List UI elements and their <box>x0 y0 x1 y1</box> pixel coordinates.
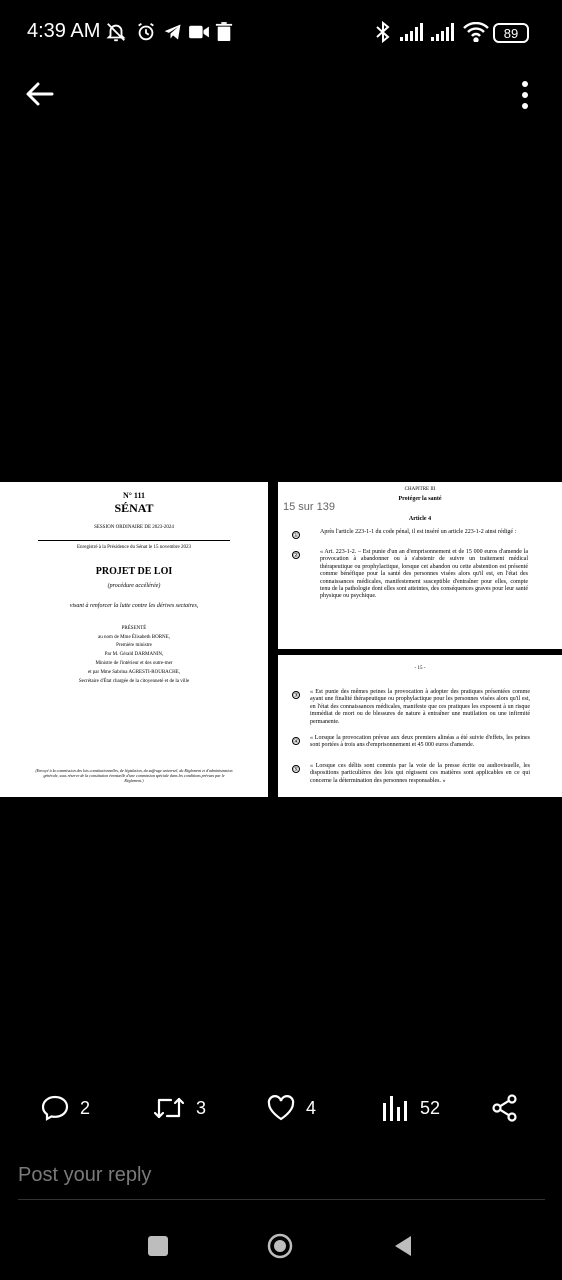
share-button[interactable] <box>490 1092 530 1124</box>
paragraph-text: « Lorsque ces délits sont commis par la voie de la presse écrite ou audiovisuelle, les dispositions particulières des lois qui régissent ces matières sont applicables en ce qui concerne la détermination des personnes responsables. » <box>310 763 530 784</box>
wifi-icon <box>462 20 490 44</box>
triangle-back-icon <box>392 1234 414 1258</box>
session-text: SESSION ORDINAIRE DE 2023-2024 <box>94 525 174 530</box>
home-circle-icon <box>267 1233 293 1259</box>
reply-button[interactable] <box>40 1092 90 1124</box>
paragraph-text: « Est punie des mêmes peines la provocation à adopter des pratiques présentées comme ayant une finalité thérapeutique ou prophylactique pour les personnes visées alors qu'il est, en l'état des connaissances médicales, manifeste que ces pratiques les exposent à un risque immédiat de mort ou de blessures de nature à entraîner une mutilation ou une infirmité permanente. <box>310 689 530 725</box>
battery-icon: 89 <box>493 23 529 43</box>
chapter-title: Protéger la santé <box>398 496 442 502</box>
views-button[interactable] <box>380 1092 440 1124</box>
paragraph-text: « Art. 223-1-2. – Est punie d'un an d'emprisonnement et de 15 000 euros d'amende la provocation à abandonner ou à s'abstenir de suivre un traitement médical thérapeutique ou prophylactique, lorsque cet abandon ou cette abstention est présenté comme bénéfique pour la santé des personnes visées alors qu'il est, en l'état des connaissances médicales, manifestement susceptible d'entraîner pour elles, compte tenu de la pathologie dont elles sont atteintes, des conséquences graves pour leur santé physique ou psychique. <box>320 549 528 600</box>
signal-icon-2 <box>430 20 458 44</box>
views-count: 52 <box>420 1097 441 1118</box>
senate-title: SÉNAT <box>114 501 154 515</box>
presenter-line: Ministre de l'intérieur et des outre-mer <box>95 661 173 666</box>
bluetooth-icon <box>372 20 394 44</box>
article-title: Article 4 <box>408 516 432 522</box>
presenter-line: Première ministre <box>116 643 152 648</box>
reply-underline <box>18 1199 545 1200</box>
purpose-text: visant à renforcer la lutte contre les dérives sectaires, <box>69 603 199 609</box>
more-options-button[interactable] <box>510 78 540 114</box>
reply-input[interactable]: Post your reply <box>18 1164 152 1186</box>
like-count: 4 <box>306 1097 317 1118</box>
paragraph-text: « Lorsque la provocation prévue aux deux premiers alinéas a été suivie d'effets, les peines sont portées à trois ans d'emprisonnement et 45 000 euros d'amende. <box>310 735 530 749</box>
alarm-icon <box>134 20 158 44</box>
recents-button[interactable] <box>148 1236 168 1256</box>
registered-text: Enregistré à la Présidence du Sénat le 15 novembre 2023 <box>77 545 191 550</box>
paragraph-number: ⑤ <box>293 767 299 773</box>
document-cover-page <box>0 482 268 797</box>
presenter-line: et par Mme Sabrina AGRESTI-ROUBACHE, <box>87 670 181 675</box>
repost-button[interactable] <box>152 1092 206 1124</box>
divider-line <box>38 540 230 541</box>
reply-count: 2 <box>80 1097 91 1118</box>
procedure-text: (procédure accélérée) <box>107 583 161 589</box>
document-page-top <box>278 482 562 649</box>
paragraph-number: ① <box>293 533 299 539</box>
analytics-icon <box>380 1093 410 1123</box>
document-page-bottom <box>278 655 562 797</box>
page-count: 15 sur 139 <box>283 501 335 513</box>
system-nav-bar <box>0 1212 562 1280</box>
share-icon <box>490 1093 520 1123</box>
video-icon <box>187 20 211 44</box>
image-separator <box>268 482 278 797</box>
repost-icon <box>152 1093 186 1123</box>
comment-icon <box>40 1093 70 1123</box>
trash-icon <box>213 20 235 44</box>
bill-title: PROJET DE LOI <box>95 566 173 577</box>
arrow-left-icon <box>22 78 58 114</box>
page-marker: - 15 - <box>414 666 426 671</box>
muted-bell-icon <box>104 20 128 44</box>
chapter-label: CHAPITRE III <box>404 487 436 492</box>
paragraph-text: Après l'article 223-1-1 du code pénal, il est inséré un article 223-1-2 ainsi rédigé : <box>320 529 517 535</box>
more-vertical-icon <box>510 78 540 114</box>
bill-number: N° 111 <box>122 491 146 500</box>
repost-count: 3 <box>196 1097 207 1118</box>
back-button[interactable] <box>22 78 58 114</box>
like-button[interactable] <box>266 1092 316 1124</box>
paragraph-number: ④ <box>293 739 299 745</box>
system-back-button[interactable] <box>392 1234 414 1258</box>
presenter-line: Secrétaire d'État chargée de la citoyenneté et de la ville <box>78 679 190 684</box>
paragraph-number: ② <box>293 553 299 559</box>
media-image[interactable] <box>0 482 562 797</box>
signal-icon <box>399 20 427 44</box>
paragraph-number: ③ <box>293 693 299 699</box>
footnote-text: (Envoyé à la commission des lois constitutionnelles, de législation, du suffrage universel, du Règlement et d'administration générale, sous réserve de la constitution éventuelle d'une commission spéciale dans les conditions prévues par le Règlement.) <box>35 768 233 783</box>
status-time: 4:39 AM <box>27 20 101 42</box>
presenter-line: Par M. Gérald DARMANIN, <box>104 652 164 657</box>
heart-icon <box>266 1093 296 1123</box>
status-bar <box>0 0 562 66</box>
telegram-icon <box>161 20 185 44</box>
presented-text: PRÉSENTÉ <box>121 626 147 631</box>
presenter-line: au nom de Mme Élisabeth BORNE, <box>98 635 170 640</box>
home-button[interactable] <box>267 1233 293 1259</box>
